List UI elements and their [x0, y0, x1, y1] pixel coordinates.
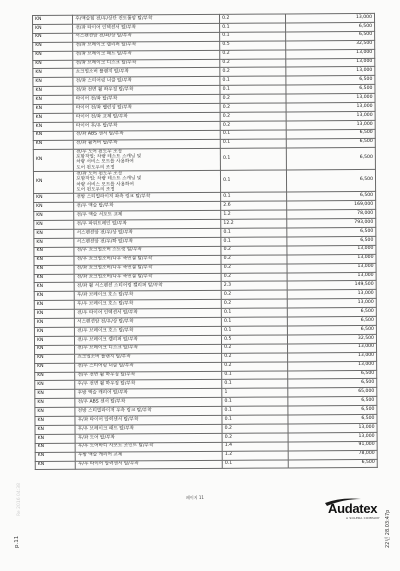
row-item: 후/좌 타이어 압력센서 탈/부착 [75, 415, 222, 425]
row-code: KN [35, 390, 75, 399]
brand-tagline: A SOLERA COMPANY [346, 516, 380, 520]
row-code: KN [34, 229, 74, 238]
row-amount: 6,500 [286, 85, 375, 94]
row-item: 후/좌 브레이크 호스 탈/부착 [74, 291, 221, 301]
row-amount: 6,500 [287, 147, 376, 170]
row-code: KN [35, 372, 75, 381]
table-row [33, 147, 375, 171]
row-qty: 0.2 [220, 50, 286, 59]
row-qty: 0.1 [220, 130, 286, 139]
row-code: KN [33, 86, 73, 95]
row-item: 쇼크업소버 플랜지 탈/부착 [73, 68, 220, 78]
row-item-line: 도어 윈도우의 조정 [76, 165, 115, 171]
row-amount: 65,000 [288, 388, 377, 397]
row-item: 전/우 액슬 서포트 교체 [74, 211, 221, 221]
row-amount: 13,000 [286, 49, 375, 58]
row-qty: 1.4 [222, 442, 288, 451]
row-amount: 6,500 [288, 308, 377, 317]
row-amount: 13,000 [287, 299, 376, 308]
row-amount: 13,000 [286, 94, 375, 103]
row-amount: 6,500 [286, 129, 375, 138]
row-code: KN [33, 51, 73, 60]
row-item: 전/좌 휠 서스펜션 스티어링 캘리퍼 탈/부착 [74, 282, 221, 292]
row-item: 전방 스티빌라이저 우측 링크 탈/부착 [75, 406, 222, 416]
row-qty: 0.2 [222, 353, 288, 362]
row-item: 후/우 도어바디 사포트 조인트 탈/부착 [75, 442, 222, 452]
row-item: 서스펜션암 전/우/상 탈/부착 [75, 317, 222, 327]
row-item: 후방 액슬 캐리어 교체 [75, 451, 222, 461]
row-item: 서스펜션암 전/좌/상 탈/부착 [73, 32, 220, 42]
row-code: KN [33, 149, 73, 172]
row-qty: 0.2 [220, 67, 286, 76]
row-amount: 169,000 [287, 201, 376, 210]
row-item: 전/좌 브레이크 캘리퍼 탈/부착 [73, 41, 220, 51]
row-item: 전/우 쇼크업소버 스트럿 탈/부착 [74, 246, 221, 256]
row-code: KN [34, 194, 74, 203]
row-code: KN [35, 398, 75, 407]
row-item-line: 차량 서비스 모드를 사용하여 [76, 159, 134, 166]
row-amount: 6,500 [287, 227, 376, 236]
row-item: 전/좌 쇼크업소버/나우 축연결 탈/부착 [74, 273, 221, 283]
row-amount: 13,000 [287, 290, 376, 299]
row-qty: 0.1 [221, 170, 287, 193]
row-amount: 13,000 [287, 272, 376, 281]
row-item: 타이어 전/좌 교체 탈/부착 [73, 112, 220, 122]
row-amount: 13,000 [286, 102, 375, 111]
row-code: KN [34, 274, 74, 283]
fax-timestamp: 22년 28.03:47p [385, 509, 391, 548]
row-qty: 0.2 [221, 255, 287, 264]
row-item: 서스펜션암 전/우/상 탈/부착 [74, 228, 221, 238]
row-item: 전/우 ABS 센서 탈/부착 [75, 398, 222, 408]
row-amount: 6,500 [288, 459, 377, 468]
row-qty: 0.2 [220, 112, 286, 121]
row-qty: 0.1 [221, 228, 287, 237]
row-qty: 1 [222, 388, 288, 397]
row-amount: 13,000 [288, 343, 377, 352]
row-amount: 13,000 [288, 432, 377, 441]
row-item: 전/좌 브레이크 디스크 탈/부착 [73, 59, 220, 69]
row-amount: 6,500 [288, 406, 377, 415]
row-item: 전방 스티빌라이저 좌측 링크 탈/부착 [74, 193, 221, 203]
row-qty: 0.2 [221, 299, 287, 308]
row-item [74, 170, 221, 193]
row-code: KN [35, 443, 75, 452]
row-code: KN [34, 292, 74, 301]
row-code: KN [34, 247, 74, 256]
row-amount: 6,500 [287, 236, 376, 245]
row-amount: 6,500 [286, 31, 375, 40]
row-code: KN [33, 78, 73, 87]
row-amount: 13,000 [286, 13, 375, 22]
row-code: KN [33, 69, 73, 78]
row-qty: 0.2 [221, 290, 287, 299]
row-amount: 6,500 [288, 414, 377, 423]
row-qty: 0.2 [220, 103, 286, 112]
row-amount: 6,500 [287, 169, 376, 192]
row-code: KN [35, 416, 75, 425]
row-qty: 0.1 [222, 460, 288, 469]
row-item: 전/좌 전면 휠 하우징 탈/부착 [73, 86, 220, 96]
table-row [33, 169, 375, 193]
row-code: KN [34, 220, 74, 229]
row-code: KN [34, 211, 74, 220]
fax-page-number: p.11 [14, 535, 20, 548]
row-qty: 0.1 [221, 308, 287, 317]
row-code: KN [33, 15, 73, 24]
row-qty: 2.3 [221, 281, 287, 290]
row-qty: 0.2 [220, 58, 286, 67]
row-code: KN [35, 434, 75, 443]
row-qty: 2.6 [221, 201, 287, 210]
row-item: 타이어 후/우 탈/부착 [73, 121, 220, 131]
row-amount: 13,000 [287, 263, 376, 272]
row-qty: 0.1 [222, 397, 288, 406]
row-item-line: 도어 윈도우의 조정 [76, 187, 115, 193]
row-item: 전/우 브레이크 호스 탈/부착 [75, 326, 222, 336]
row-code: KN [34, 238, 74, 247]
row-amount: 6,500 [288, 379, 377, 388]
row-qty: 0.2 [220, 14, 286, 23]
row-item: 전/우 타이어 인덱션서 탈/부착 [75, 309, 222, 319]
row-item: 타이어 전/좌 탈/부착 [73, 95, 220, 105]
row-item: 전/우 쇼크업소버/나우 축연결 탈/부착 [74, 255, 221, 265]
row-qty: 0.1 [221, 317, 287, 326]
row-amount: 32,500 [288, 334, 377, 343]
row-qty: 0.1 [222, 415, 288, 424]
row-code: KN [34, 203, 74, 212]
row-item-line: 포함작업: 차량 테스트 스캐닝 및 [76, 154, 142, 160]
row-qty: 0.2 [220, 94, 286, 103]
row-code: KN [34, 300, 74, 309]
row-item: 전/좌 ABS 센서 탈/부착 [73, 130, 220, 140]
row-amount: 13,000 [288, 352, 377, 361]
row-amount: 6,500 [287, 192, 376, 201]
row-code: KN [33, 24, 73, 33]
row-code: KN [33, 104, 73, 113]
row-amount: 13,000 [286, 58, 375, 67]
row-item: 전/우 브레이크 캘리퍼 탈/부착 [75, 335, 222, 345]
row-amount: 6,500 [288, 370, 377, 379]
row-qty: 0.1 [222, 406, 288, 415]
row-qty: 0.2 [222, 344, 288, 353]
row-item: 전/좌 스티어링 너클 탈/부착 [73, 77, 220, 87]
row-item-line: 전/좌 도어 윈도우 조정 [76, 171, 123, 177]
row-item: 전/우 파워트레인 탈/부착 [74, 219, 221, 229]
row-qty: 0.2 [222, 424, 288, 433]
row-amount: 6,500 [288, 397, 377, 406]
row-item-line: 전/우 도어 윈도우 조정 [76, 149, 122, 155]
row-code: KN [35, 461, 75, 470]
row-qty: 0.2 [222, 433, 288, 442]
row-item: 전/우 스티어링 너클 탈/부착 [75, 362, 222, 372]
row-code: KN [33, 95, 73, 104]
row-qty: 0.1 [220, 85, 286, 94]
row-code: KN [35, 407, 75, 416]
row-qty: 0.1 [221, 237, 287, 246]
row-item: 후/우 브레이크 호스 탈/부착 [74, 300, 221, 310]
row-code: KN [34, 318, 74, 327]
page-number: 페이지 11 [186, 495, 204, 500]
row-code: KN [35, 381, 75, 390]
row-amount: 13,000 [286, 67, 375, 76]
row-amount: 13,000 [287, 245, 376, 254]
row-amount: 91,000 [288, 441, 377, 450]
row-qty: 0.5 [220, 41, 286, 50]
row-item: 전/우 액슬 탈/부착 [74, 202, 221, 212]
row-code: KN [34, 327, 74, 336]
row-code: KN [33, 140, 73, 149]
row-qty: 1.2 [222, 451, 288, 460]
row-amount: 13,000 [288, 361, 377, 370]
row-item: 전/우 전면 휠 하우징 탈/부착 [75, 371, 222, 381]
row-code: KN [34, 265, 74, 274]
audatex-logo [321, 497, 383, 525]
row-item: 전/좌 브레이크 패드 탈/부착 [73, 50, 220, 60]
row-amount: 6,500 [288, 325, 377, 334]
row-qty: 0.1 [222, 326, 288, 335]
row-item: 후/액슬힘 전/우/상단 컨트롤암 탈/부착 [73, 14, 220, 24]
row-qty: 0.1 [220, 139, 286, 148]
row-code: KN [33, 113, 73, 122]
row-amount: 793,000 [287, 218, 376, 227]
row-item: 후방 액슬 캐리어 탈/부착 [75, 389, 222, 399]
row-amount: 149,500 [287, 281, 376, 290]
row-qty: 0.1 [222, 379, 288, 388]
row-qty: 0.1 [222, 370, 288, 379]
row-item: 후/우 전면 휠 하우징 탈/부착 [75, 380, 222, 390]
row-amount: 13,000 [286, 120, 375, 129]
row-qty: 0.1 [220, 23, 286, 32]
row-item: 타이어 전/좌 밸런싱 탈/부착 [73, 103, 220, 113]
row-amount: 13,000 [286, 111, 375, 120]
row-item [74, 148, 221, 171]
row-code: KN [35, 452, 75, 461]
row-item: 전/우 브레이크 디스크 탈/부착 [75, 344, 222, 354]
row-code: KN [34, 256, 74, 265]
row-code: KN [33, 122, 73, 131]
table-body [33, 13, 378, 470]
row-amount: 6,500 [286, 76, 375, 85]
repair-labor-table [32, 13, 378, 471]
row-item: 후/우 타이어 압력센서 탈/부착 [75, 460, 222, 470]
row-code: KN [34, 336, 74, 345]
row-qty: 0.1 [220, 148, 286, 171]
row-amount: 6,500 [286, 22, 375, 31]
row-code: KN [33, 131, 73, 140]
row-code: KN [34, 309, 74, 318]
row-item: 후/좌 도어 탈/부착 [75, 433, 222, 443]
row-amount: 6,500 [288, 316, 377, 325]
row-amount: 13,000 [288, 423, 377, 432]
row-item-line: 포함작업: 차량 테스트 스캐닝 및 [76, 176, 142, 183]
row-code: KN [33, 60, 73, 69]
row-qty: 0.2 [221, 272, 287, 281]
row-code: KN [33, 42, 73, 51]
row-item-line: 차량 서비스 모드를 사용하여 [76, 182, 134, 188]
row-item: 전/좌 쇼크업소버/나우 축연결 탈/부착 [74, 264, 221, 274]
row-qty: 0.2 [222, 362, 288, 371]
row-qty: 0.5 [222, 335, 288, 344]
faint-side-stamp: Re 2016 04:38 [17, 483, 22, 516]
row-qty: 0.1 [220, 32, 286, 41]
table-row [35, 459, 377, 470]
row-code: KN [33, 33, 73, 42]
row-code: KN [35, 354, 75, 363]
row-qty: 0.2 [221, 246, 287, 255]
row-amount: 13,000 [287, 254, 376, 263]
row-code: KN [35, 345, 75, 354]
row-item: 서스펜션암 전/우/하 탈/부착 [74, 237, 221, 247]
row-code: KN [35, 363, 75, 372]
brand-name: Audatex [328, 501, 378, 516]
row-code: KN [33, 171, 73, 194]
row-code: KN [35, 425, 75, 434]
row-qty: 0.1 [220, 76, 286, 85]
row-item: 쇼크업소버 플랜지 탈/부착 [75, 353, 222, 363]
row-qty: 0.1 [221, 192, 287, 201]
row-amount: 78,000 [288, 450, 377, 459]
row-qty: 0.2 [220, 121, 286, 130]
row-qty: 12.2 [221, 219, 287, 228]
row-amount: 6,500 [287, 138, 376, 147]
row-item: 후/우 브레이크 패드 탈/부착 [75, 424, 222, 434]
row-item: 전/좌 타이어 인덱션서 탈/부착 [73, 23, 220, 33]
row-qty: 1.2 [221, 210, 287, 219]
row-amount: 78,000 [287, 210, 376, 219]
row-item: 전/좌 휠커버 탈/부착 [74, 139, 221, 149]
row-qty: 0.2 [221, 264, 287, 273]
row-amount: 32,500 [286, 40, 375, 49]
row-code: KN [34, 283, 74, 292]
